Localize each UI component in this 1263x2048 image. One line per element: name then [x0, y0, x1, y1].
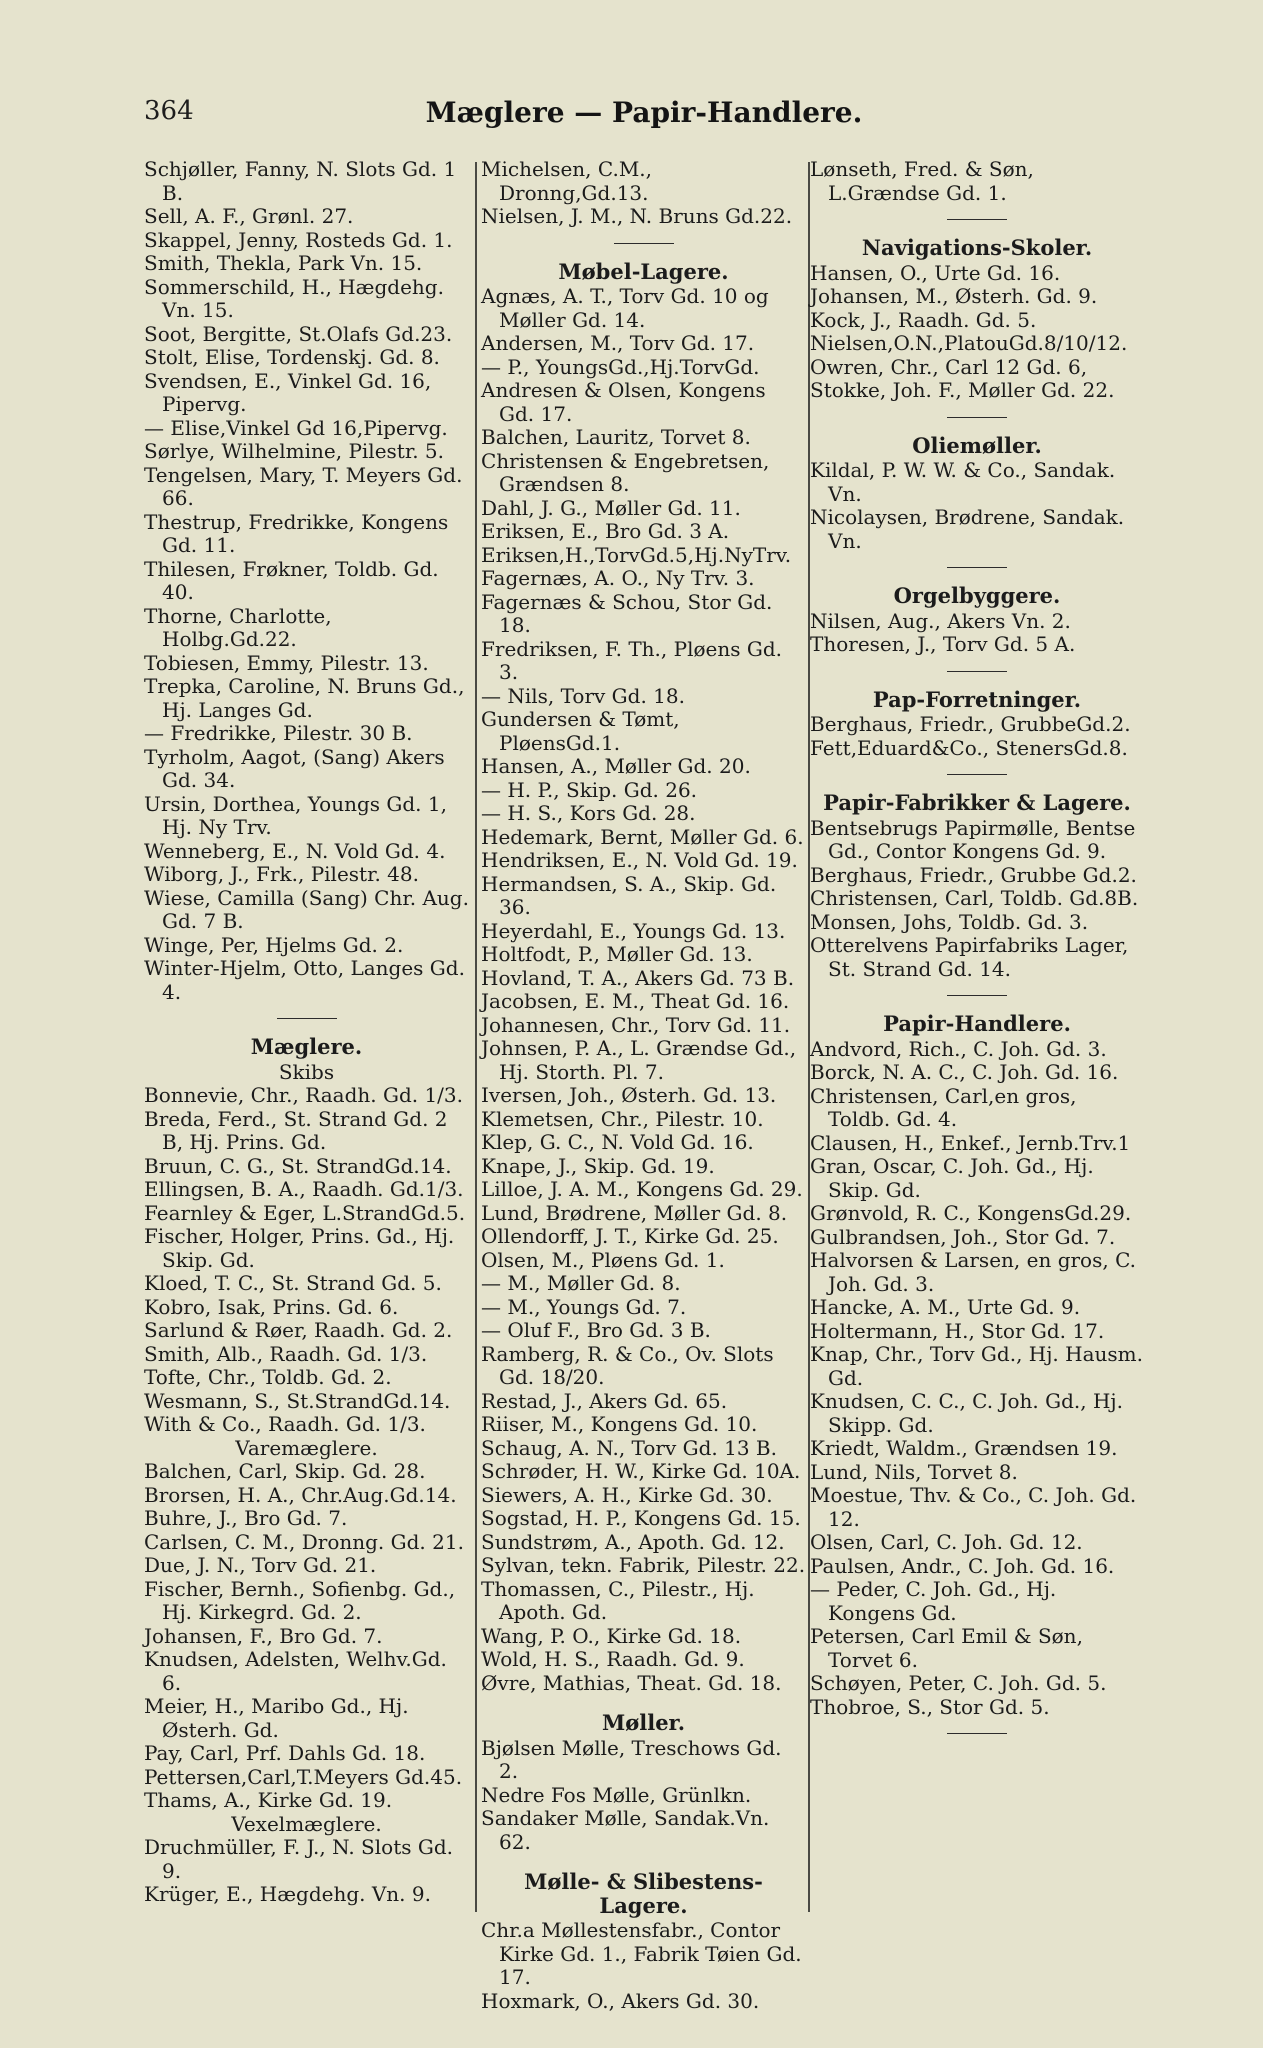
directory-entry: Nilsen, Aug., Akers Vn. 2. [810, 608, 1071, 633]
directory-entry: Fredriksen, F. Th., Pløens Gd. 3. [481, 636, 782, 684]
section-separator [614, 243, 674, 244]
directory-entry: Knudsen, Adelsten, Welhv.Gd. 6. [144, 1647, 447, 1695]
directory-entry: Wenneberg, E., N. Vold Gd. 4. [144, 838, 446, 863]
section-heading: Orgelbyggere. [893, 583, 1061, 608]
directory-entry: Olsen, M., Pløens Gd. 1. [481, 1247, 725, 1272]
directory-entry: Tyrholm, Aagot, (Sang) Akers Gd. 34. [144, 744, 445, 792]
column-2 [481, 158, 806, 2013]
directory-entry: Winter-Hjelm, Otto, Langes Gd. 4. [144, 956, 465, 1004]
directory-entry: Ellingsen, B. A., Raadh. Gd.1/3. [144, 1177, 464, 1201]
section-heading: Mæglere. [250, 1034, 363, 1059]
section-heading: Oliemøller. [912, 432, 1042, 458]
directory-entry: Balchen, Carl, Skip. Gd. 28. [144, 1459, 426, 1483]
directory-entry: Kloed, T. C., St. Strand Gd. 5. [144, 1271, 442, 1295]
column-divider [475, 162, 477, 1912]
directory-entry: Sandaker Mølle, Sandak.Vn. 62. [481, 1806, 770, 1854]
directory-entry: Heyerdahl, E., Youngs Gd. 13. [481, 918, 786, 943]
directory-entry: Knape, J., Skip. Gd. 19. [481, 1153, 715, 1178]
directory-entry: Jacobsen, E. M., Theat Gd. 16. [481, 989, 790, 1013]
directory-entry: Lilloe, J. A. M., Kongens Gd. 29. [481, 1177, 803, 1201]
directory-entry: — H. P., Skip. Gd. 26. [481, 777, 698, 802]
directory-entry: Due, J. N., Torv Gd. 21. [144, 1553, 377, 1577]
column-1 [144, 158, 469, 1907]
directory-entry: Hansen, O., Urte Gd. 16. [810, 260, 1061, 285]
directory-entry: Nielsen,O.N.,PlatouGd.8/10/12. [810, 331, 1128, 355]
directory-entry: Breda, Ferd., St. Strand Gd. 2 B, Hj. Prins. Gd. [144, 1106, 448, 1154]
directory-entry: Eriksen, E., Bro Gd. 3 A. [481, 519, 730, 543]
directory-entry: Borck, N. A. C., C. Joh. Gd. 16. [810, 1060, 1119, 1084]
directory-entry: Monsen, Johs, Toldb. Gd. 3. [810, 909, 1089, 934]
directory-entry: Schrøder, H. W., Kirke Gd. 10A. [481, 1459, 801, 1483]
directory-entry: Thams, A., Kirke Gd. 19. [144, 1788, 393, 1812]
directory-entry: Lund, Nils, Torvet 8. [810, 1459, 1018, 1484]
directory-entry: Fearnley & Eger, L.StrandGd.5. [144, 1200, 466, 1225]
directory-entry: Brorsen, H. A., Chr.Aug.Gd.14. [144, 1482, 457, 1507]
directory-entry: Hermandsen, S. A., Skip. Gd. 36. [481, 871, 777, 919]
directory-entry: Hovland, T. A., Akers Gd. 73 B. [481, 965, 795, 990]
directory-entry: Michelsen, C.M., Dronng,Gd.13. [481, 157, 653, 205]
directory-entry: Gran, Oscar, C. Joh. Gd., Hj. Skip. Gd. [810, 1154, 1094, 1202]
directory-entry: Hancke, A. M., Urte Gd. 9. [810, 1295, 1081, 1319]
page-header [144, 96, 1144, 132]
section-heading: Møbel-Lagere. [558, 258, 729, 284]
subsection-heading: Vexelmæglere. [231, 1811, 382, 1836]
section-separator [947, 417, 1007, 418]
directory-entry: Moestue, Thv. & Co., C. Joh. Gd. 12. [810, 1483, 1137, 1531]
page-title: Mæglere — Papir-Handlere. [425, 96, 863, 129]
directory-entry: Siewers, A. H., Kirke Gd. 30. [481, 1482, 773, 1507]
directory-entry: Skappel, Jenny, Rosteds Gd. 1. [144, 227, 453, 252]
directory-entry: Stokke, Joh. F., Møller Gd. 22. [810, 378, 1115, 402]
directory-entry: Fagernæs & Schou, Stor Gd. 18. [481, 589, 773, 637]
directory-entry: — M., Møller Gd. 8. [481, 1271, 681, 1295]
directory-entry: Sundstrøm, A., Apoth. Gd. 12. [481, 1529, 785, 1554]
section-separator [947, 1733, 1007, 1734]
directory-entry: Petersen, Carl Emil & Søn, Torvet 6. [810, 1624, 1083, 1672]
directory-entry: Fischer, Holger, Prins. Gd., Hj. Skip. Gd. [144, 1224, 455, 1272]
directory-entry: Meier, H., Maribo Gd., Hj. Østerh. Gd. [144, 1694, 409, 1742]
directory-entry: Hansen, A., Møller Gd. 20. [481, 754, 751, 778]
directory-entry: Holtermann, H., Stor Gd. 17. [810, 1318, 1105, 1343]
directory-entry: With & Co., Raadh. Gd. 1/3. [144, 1412, 426, 1436]
section-separator [947, 774, 1007, 775]
directory-entry: Soot, Bergitte, St.Olafs Gd.23. [144, 321, 453, 346]
directory-entry: Dahl, J. G., Møller Gd. 11. [481, 495, 741, 520]
directory-entry: Svendsen, E., Vinkel Gd. 16, Pipervg. [144, 368, 432, 416]
directory-entry: Schjøller, Fanny, N. Slots Gd. 1 B. [144, 157, 457, 205]
directory-entry: Ramberg, R. & Co., Ov. Slots Gd. 18/20. [481, 1341, 774, 1389]
directory-entry: Knap, Chr., Torv Gd., Hj. Hausm. Gd. [810, 1342, 1143, 1390]
directory-entry: Holtfodt, P., Møller Gd. 13. [481, 942, 753, 966]
directory-entry: Gundersen & Tømt, PløensGd.1. [481, 707, 680, 755]
directory-entry: Hedemark, Bernt, Møller Gd. 6. [481, 824, 804, 849]
directory-entry: Øvre, Mathias, Theat. Gd. 18. [481, 1670, 782, 1695]
directory-entry: Druchmüller, F. J., N. Slots Gd. 9. [144, 1835, 453, 1883]
directory-entry: Kriedt, Waldm., Grændsen 19. [810, 1436, 1118, 1460]
directory-entry: Bentsebrugs Papirmølle, Bentse Gd., Contor Kongens Gd. 9. [810, 815, 1136, 863]
directory-entry: Fett,Eduard&Co., StenersGd.8. [810, 735, 1128, 760]
directory-entry: Sogstad, H. P., Kongens Gd. 15. [481, 1506, 801, 1530]
directory-entry: Lund, Brødrene, Møller Gd. 8. [481, 1200, 788, 1225]
directory-entry: — M., Youngs Gd. 7. [481, 1294, 687, 1319]
directory-entry: — Fredrikke, Pilestr. 30 B. [144, 721, 413, 745]
directory-entry: Sylvan, tekn. Fabrik, Pilestr. 22. [481, 1553, 806, 1577]
directory-entry: Grønvold, R. C., KongensGd.29. [810, 1201, 1132, 1225]
directory-entry: Lønseth, Fred. & Søn, L.Grændse Gd. 1. [810, 157, 1034, 205]
column-3 [810, 158, 1144, 1740]
directory-entry: Thobroe, S., Stor Gd. 5. [810, 1694, 1050, 1719]
directory-entry: Klep, G. C., N. Vold Gd. 16. [481, 1130, 754, 1154]
directory-entry: Andvord, Rich., C. Joh. Gd. 3. [810, 1036, 1107, 1061]
directory-entry: Thestrup, Fredrikke, Kongens Gd. 11. [144, 509, 449, 557]
section-heading: Møller. [601, 1710, 685, 1735]
subsection-heading: Varemæglere. [235, 1435, 378, 1460]
directory-entry: Gulbrandsen, Joh., Stor Gd. 7. [810, 1224, 1116, 1249]
directory-entry: — H. S., Kors Gd. 28. [481, 801, 696, 825]
directory-entry: Johansen, F., Bro Gd. 7. [144, 1623, 383, 1648]
directory-entry: Carlsen, C. M., Dronng. Gd. 21. [144, 1529, 464, 1554]
directory-entry: Buhre, J., Bro Gd. 7. [144, 1506, 348, 1530]
directory-entry: Eriksen,H.,TorvGd.5,Hj.NyTrv. [481, 542, 792, 567]
directory-entry: Fischer, Bernh., Sofienbg. Gd., Hj. Kirkegrd. Gd. 2. [144, 1576, 456, 1624]
directory-entry: Owren, Chr., Carl 12 Gd. 6, [810, 354, 1088, 379]
section-heading: Papir-Handlere. [883, 1011, 1071, 1036]
section-separator [947, 567, 1007, 568]
directory-entry: Trepka, Caroline, N. Bruns Gd., Hj. Langes Gd. [144, 674, 465, 722]
directory-entry: Klemetsen, Chr., Pilestr. 10. [481, 1106, 764, 1131]
directory-entry: Pay, Carl, Prf. Dahls Gd. 18. [144, 1741, 426, 1765]
directory-entry: Nedre Fos Mølle, Grünlkn. [481, 1782, 752, 1807]
directory-entry: Tobiesen, Emmy, Pilestr. 13. [144, 650, 429, 675]
directory-entry: Krüger, E., Hægdehg. Vn. 9. [144, 1882, 431, 1906]
directory-entry: Chr.a Møllestensfabr., Contor Kirke Gd. 1., Fabrik Tøien Gd. 17. [481, 1918, 802, 1989]
directory-entry: Berghaus, Friedr., Grubbe Gd.2. [810, 862, 1137, 887]
directory-entry: Riiser, M., Kongens Gd. 10. [481, 1412, 758, 1436]
directory-entry: Sørlye, Wilhelmine, Pilestr. 5. [144, 439, 444, 463]
directory-entry: Wesmann, S., St.StrandGd.14. [144, 1388, 451, 1413]
directory-entry: Sarlund & Røer, Raadh. Gd. 2. [144, 1318, 453, 1342]
directory-entry: Restad, J., Akers Gd. 65. [481, 1388, 728, 1413]
directory-entry: Smith, Alb., Raadh. Gd. 1/3. [144, 1341, 428, 1366]
directory-entry: Hoxmark, O., Akers Gd. 30. [481, 1988, 760, 2013]
directory-entry: Kobro, Isak, Prins. Gd. 6. [144, 1294, 399, 1319]
directory-entry: Hendriksen, E., N. Vold Gd. 19. [481, 848, 798, 872]
directory-entry: Johnsen, P. A., L. Grændse Gd., Hj. Storth. Pl. 7. [481, 1036, 797, 1084]
directory-entry: Andersen, M., Torv Gd. 17. [481, 331, 755, 355]
directory-entry: Johannesen, Chr., Torv Gd. 11. [481, 1012, 791, 1037]
directory-entry: Christensen & Engebretsen, Grændsen 8. [481, 448, 770, 496]
directory-entry: Agnæs, A. T., Torv Gd. 10 og Møller Gd. 14. [481, 284, 769, 332]
section-heading: Papir-Fabrikker & Lagere. [823, 790, 1131, 815]
directory-entry: Thorne, Charlotte, Holbg.Gd.22. [144, 603, 332, 651]
directory-entry: Schøyen, Peter, C. Joh. Gd. 5. [810, 1671, 1107, 1695]
directory-entry: Kock, J., Raadh. Gd. 5. [810, 307, 1037, 332]
directory-entry: Thoresen, J., Torv Gd. 5 A. [810, 632, 1076, 656]
directory-entry: Wold, H. S., Raadh. Gd. 9. [481, 1647, 745, 1671]
directory-entry: Olsen, Carl, C. Joh. Gd. 12. [810, 1530, 1083, 1554]
directory-entry: Paulsen, Andr., C. Joh. Gd. 16. [810, 1553, 1115, 1578]
directory-entry: Wang, P. O., Kirke Gd. 18. [481, 1623, 742, 1648]
subsection-heading: Skibs [278, 1059, 335, 1084]
directory-entry: Kildal, P. W. W. & Co., Sandak. Vn. [810, 458, 1116, 506]
directory-entry: Sell, A. F., Grønl. 27. [144, 204, 354, 228]
section-separator [277, 1018, 337, 1019]
directory-entry: — Peder, C. Joh. Gd., Hj. Kongens Gd. [810, 1577, 1057, 1625]
directory-entry: Christensen, Carl, Toldb. Gd.8B. [810, 886, 1139, 910]
section-separator [947, 995, 1007, 996]
directory-entry: — Elise,Vinkel Gd 16,Pipervg. [144, 415, 448, 440]
directory-entry: Johansen, M., Østerh. Gd. 9. [810, 284, 1098, 308]
directory-entry: Tengelsen, Mary, T. Meyers Gd. 66. [144, 462, 463, 510]
directory-entry: Sommerschild, H., Hægdehg. Vn. 15. [144, 274, 444, 322]
directory-entry: Ollendorff, J. T., Kirke Gd. 25. [481, 1224, 779, 1248]
directory-entry: Clausen, H., Enkef., Jernb.Trv.1 [810, 1130, 1131, 1155]
directory-entry: Berghaus, Friedr., GrubbeGd.2. [810, 712, 1131, 736]
directory-entry: Bruun, C. G., St. StrandGd.14. [144, 1153, 452, 1178]
directory-entry: Andresen & Olsen, Kongens Gd. 17. [481, 378, 766, 426]
directory-entry: Winge, Per, Hjelms Gd. 2. [144, 932, 404, 957]
page-number: 364 [144, 96, 194, 126]
section-heading: Navigations-Skoler. [861, 235, 1093, 260]
directory-entry: Nielsen, J. M., N. Bruns Gd.22. [481, 204, 793, 228]
section-separator [947, 219, 1007, 220]
directory-entry: Otterelvens Papirfabriks Lager, St. Strand Gd. 14. [810, 933, 1129, 981]
section-heading: Mølle- & Slibestens-Lagere. [524, 1869, 763, 1918]
directory-entry: Tofte, Chr., Toldb. Gd. 2. [144, 1365, 392, 1389]
directory-entry: Smith, Thekla, Park Vn. 15. [144, 251, 423, 275]
directory-entry: Thomassen, C., Pilestr., Hj. Apoth. Gd. [481, 1576, 755, 1624]
directory-entry: Balchen, Lauritz, Torvet 8. [481, 425, 751, 449]
directory-entry: — Oluf F., Bro Gd. 3 B. [481, 1318, 711, 1342]
directory-entry: Nicolaysen, Brødrene, Sandak. Vn. [810, 505, 1125, 553]
directory-entry: Christensen, Carl,en gros, Toldb. Gd. 4. [810, 1083, 1077, 1131]
directory-entry: Fagernæs, A. O., Ny Trv. 3. [481, 566, 755, 590]
directory-entry: Pettersen,Carl,T.Meyers Gd.45. [144, 1764, 463, 1789]
directory-entry: Halvorsen & Larsen, en gros, C. Joh. Gd. 3. [810, 1248, 1137, 1296]
directory-entry: — P., YoungsGd.,Hj.TorvGd. [481, 354, 760, 379]
directory-entry: Thilesen, Frøkner, Toldb. Gd. 40. [144, 556, 439, 604]
directory-entry: Schaug, A. N., Torv Gd. 13 B. [481, 1435, 777, 1460]
directory-entry: Bonnevie, Chr., Raadh. Gd. 1/3. [144, 1083, 464, 1107]
section-heading: Pap-Forretninger. [872, 686, 1082, 712]
directory-entry: Bjølsen Mølle, Treschows Gd. 2. [481, 1735, 782, 1783]
section-separator [947, 671, 1007, 672]
directory-entry: Stolt, Elise, Tordenskj. Gd. 8. [144, 345, 440, 369]
directory-entry: Knudsen, C. C., C. Joh. Gd., Hj. Skipp. Gd. [810, 1389, 1123, 1437]
directory-entry: Ursin, Dorthea, Youngs Gd. 1, Hj. Ny Trv. [144, 791, 447, 839]
directory-entry: Wiborg, J., Frk., Pilestr. 48. [144, 862, 419, 886]
directory-entry: Wiese, Camilla (Sang) Chr. Aug. Gd. 7 B. [144, 885, 469, 933]
directory-entry: — Nils, Torv Gd. 18. [481, 683, 685, 708]
directory-entry: Iversen, Joh., Østerh. Gd. 13. [481, 1083, 777, 1107]
